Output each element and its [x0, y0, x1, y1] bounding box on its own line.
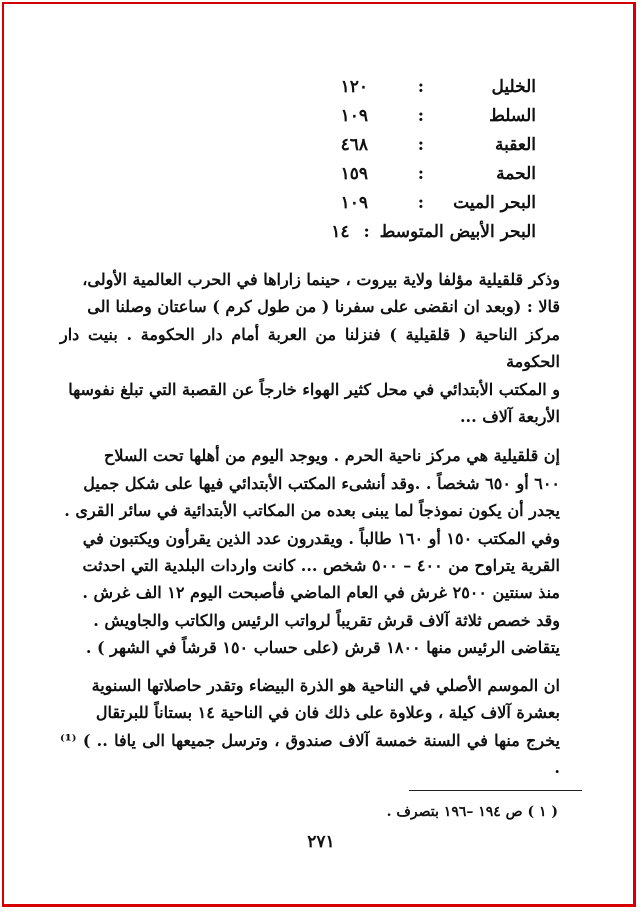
paragraph-qalqilya-description: إن قلقيلية هي مركز ناحية الحرم . ويوجد اليوم من أهلها تحت السلاح ٦٠٠ أو ٦٥٠ شخصاً . .وقد أنشىء المكتب الأبتدائي فيها على شكل جميل يجدر أن يكون نموذجاً لما يبنى بعده من المكاتب الأبتدائية في سائر القرى . وفي المكتب ١٥٠ أو ١٦٠ طالباً . ويقدرون عدد الذين يقرأون ويكتبون في القرية يتراوح من ٤٠٠ – ٥٠٠ شخص ... كانت واردات البلدية التي احدثت منذ سنتين ٢٥٠٠ غرش في العام الماضي فأصبحت اليوم ١٢ الف غرش . وقد خصص ثلاثة آلاف قرش تقريباً لرواتب الرئيس والكاتب والجاويش . يتقاضى الرئيس منها ١٨٠٠ قرش (على حساب ١٥٠ قرشاً في الشهر ) . — [64, 446, 560, 658]
stat-name: العقبة — [495, 135, 536, 155]
stat-name: السلط — [489, 106, 536, 126]
stat-row — [331, 219, 536, 245]
stat-name: الحمة — [496, 164, 536, 184]
distance-table — [60, 72, 560, 254]
paragraph-beirut-vilayet-quote: وذكر قلقيلية مؤلفا ولاية بيروت ، حينما زاراها في الحرب العالمية الأولى، قالا : (وبعد ان انقضى على سفرنا ( من طول كرم ) ساعتان وصلنا الى مركز الناحية ( قلقيلية ) فنزلنا من العربة أمام دار الحكومة . بنيت دار الحكومة و المكتب الأبتدائي في محل كثير الهواء خارجاً عن القصبة التي تبلغ نفوسها الأربعة آلاف ... — [60, 270, 560, 427]
stat-colon: : — [417, 106, 424, 126]
stat-value: ١٠٩ — [340, 106, 368, 126]
stat-name: البحر الأبيض المتوسط — [379, 222, 536, 242]
stat-value: ٤٦٨ — [340, 135, 368, 155]
stat-name: الخليل — [491, 77, 536, 97]
stat-colon: : — [417, 164, 424, 184]
stat-value: ١٠٩ — [340, 193, 368, 213]
footnote: ( ١ ) ص ١٩٤ –١٩٦ بتصرف . — [386, 804, 558, 820]
stat-value: ١٥٩ — [340, 164, 368, 184]
page-body — [60, 72, 560, 781]
stat-colon: : — [417, 135, 424, 155]
paragraph-agriculture: ان الموسم الأصلي في الناحية هو الذرة البيضاء وتقدر حاصلاتها السنوية بعشرة آلاف كيلة ، وعلاوة على ذلك فان في الناحية ١٤ بستاناً للبرتقال يخرج منها في السنة خمسة آلاف صندوق ، وترسل جميعها الى يافا .. ) ⁽¹⁾ . — [60, 675, 560, 777]
stat-colon: : — [363, 222, 370, 242]
stat-value: ١٤ — [331, 222, 350, 242]
footnote-divider — [409, 790, 582, 791]
stat-colon: : — [417, 193, 424, 213]
stat-colon: : — [417, 77, 424, 97]
page-number: ٢٧١ — [307, 832, 335, 852]
stat-value: ١٢٠ — [340, 77, 368, 97]
stat-name: البحر الميت — [453, 193, 536, 213]
